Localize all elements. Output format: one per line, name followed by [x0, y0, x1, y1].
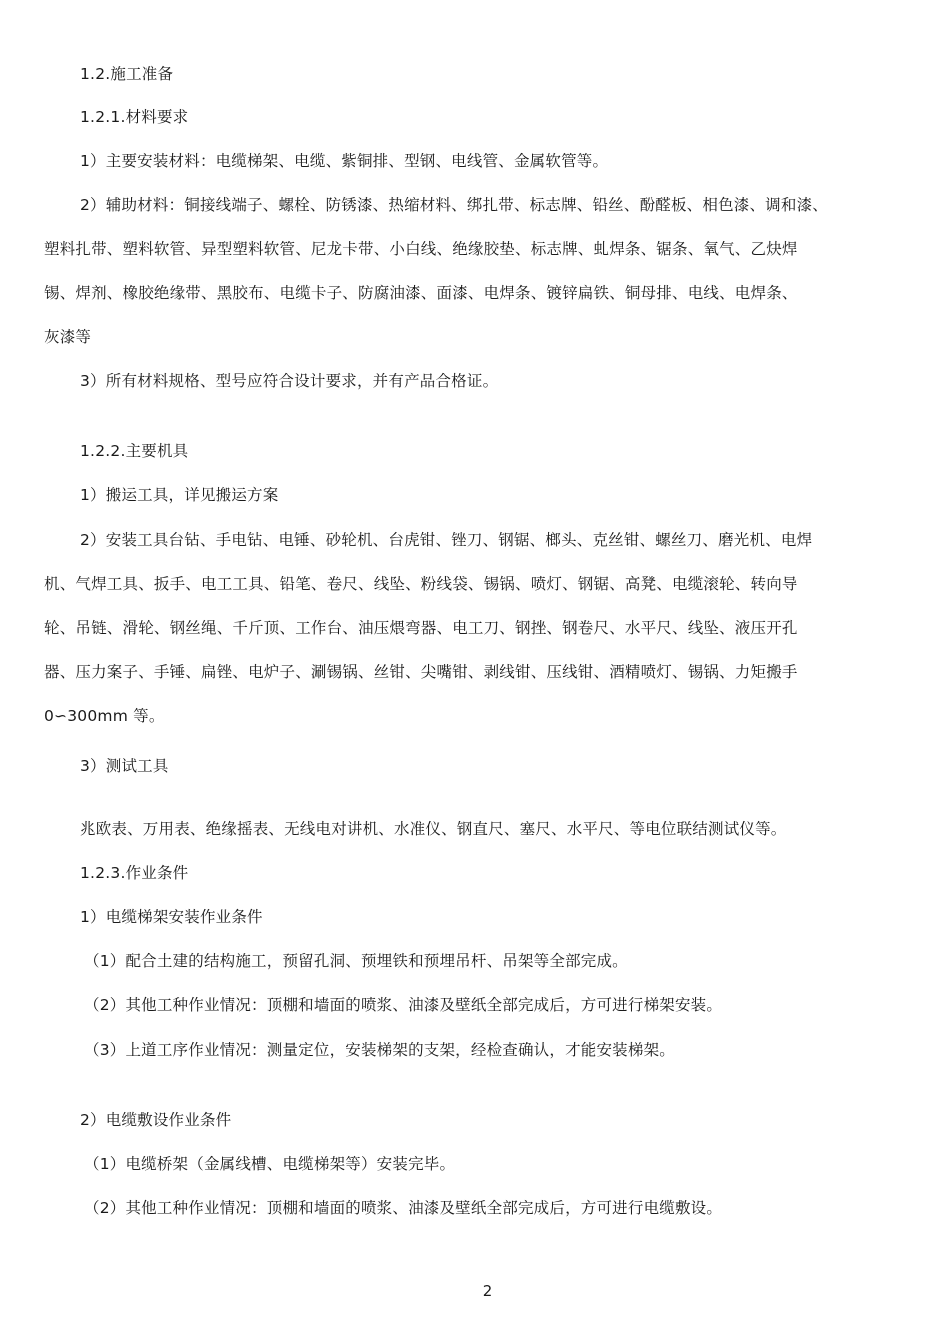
section-heading-1-2-2: 1.2.2.主要机具 [80, 442, 189, 460]
condition-item-1: 1）电缆梯架安装作业条件 [80, 908, 263, 926]
material-item-1: 1）主要安装材料：电缆梯架、电缆、紫铜排、型钢、电线管、金属软管等。 [80, 152, 609, 170]
tool-item-2-line-2: 机、气焊工具、扳手、电工工具、铅笔、卷尺、线坠、粉线袋、锡锅、喷灯、钢锯、高凳、电缆滚轮、转向导 [44, 575, 798, 593]
material-item-2-line-4: 灰漆等 [44, 328, 92, 346]
tool-item-3: 3）测试工具 [80, 757, 169, 775]
tool-item-2-line-1: 2）安装工具台钻、手电钻、电锤、砂轮机、台虎钳、锉刀、钢锯、榔头、克丝钳、螺丝刀、磨光机、电焊 [80, 531, 813, 549]
condition-item-2-1: （1）电缆桥架（金属线槽、电缆梯架等）安装完毕。 [84, 1155, 456, 1173]
tool-item-1: 1）搬运工具，详见搬运方案 [80, 486, 279, 504]
condition-item-2-2: （2）其他工种作业情况：顶棚和墙面的喷浆、油漆及壁纸全部完成后，方可进行电缆敷设。 [84, 1199, 723, 1217]
condition-item-1-1: （1）配合土建的结构施工，预留孔洞、预埋铁和预埋吊杆、吊架等全部完成。 [84, 952, 628, 970]
condition-item-2: 2）电缆敷设作业条件 [80, 1111, 232, 1129]
section-heading-1-2-3: 1.2.3.作业条件 [80, 864, 189, 882]
condition-item-1-2: （2）其他工种作业情况：顶棚和墙面的喷浆、油漆及壁纸全部完成后，方可进行梯架安装。 [84, 996, 723, 1014]
tool-item-2-line-5: 0∽300mm 等。 [44, 707, 165, 725]
material-item-2-line-1: 2）辅助材料：铜接线端子、螺栓、防锈漆、热缩材料、绑扎带、标志牌、铅丝、酚醛板、相色漆、调和漆、 [80, 196, 828, 214]
condition-item-1-3: （3）上道工序作业情况：测量定位，安装梯架的支架，经检查确认，才能安装梯架。 [84, 1041, 675, 1059]
material-item-2-line-2: 塑料扎带、塑料软管、异型塑料软管、尼龙卡带、小白线、绝缘胶垫、标志牌、虬焊条、锯条、氧气、乙炔焊 [44, 240, 798, 258]
section-heading-1-2-1: 1.2.1.材料要求 [80, 108, 189, 126]
tool-item-2-line-3: 轮、吊链、滑轮、钢丝绳、千斤顶、工作台、油压煨弯器、电工刀、钢挫、钢卷尺、水平尺、线坠、液压开孔 [44, 619, 798, 637]
test-tool-list: 兆欧表、万用表、绝缘摇表、无线电对讲机、水准仪、钢直尺、塞尺、水平尺、等电位联结测试仪等。 [80, 820, 787, 838]
material-item-2-line-3: 锡、焊剂、橡胶绝缘带、黑胶布、电缆卡子、防腐油漆、面漆、电焊条、镀锌扁铁、铜母排、电线、电焊条、 [44, 284, 798, 302]
material-item-3: 3）所有材料规格、型号应符合设计要求，并有产品合格证。 [80, 372, 499, 390]
tool-item-2-line-4: 器、压力案子、手锤、扁锉、电炉子、涮锡锅、丝钳、尖嘴钳、剥线钳、压线钳、酒精喷灯、锡锅、力矩搬手 [44, 663, 798, 681]
section-heading-1-2: 1.2.施工准备 [80, 65, 174, 83]
page-number: 2 [482, 1282, 493, 1300]
